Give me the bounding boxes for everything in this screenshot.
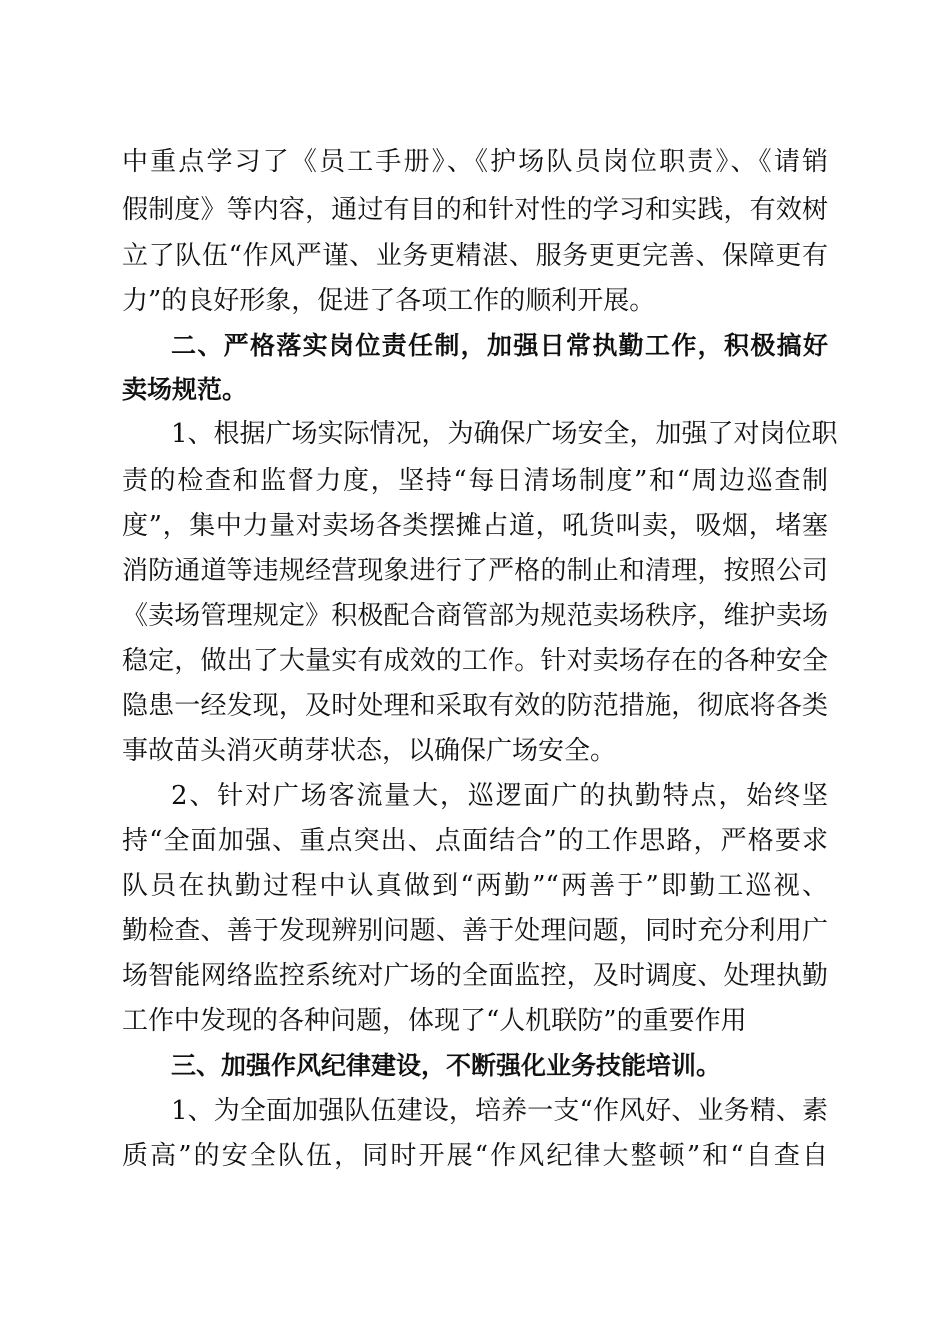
paragraph-line: 场智能网络监控系统对广场的全面监控，及时调度、处理执勤 — [122, 961, 828, 991]
paragraph-line: 中重点学习了《员工手册》、《护场队员岗位职责》、《请销 — [122, 147, 828, 177]
paragraph-line: 隐患一经发现，及时处理和采取有效的防范措施，彻底将各类 — [122, 691, 828, 721]
paragraph-line: 持“全面加强、重点突出、点面结合”的工作思路，严格要求 — [122, 826, 828, 856]
section-heading-3: 三、加强作风纪律建设，不断强化业务技能培训。 — [171, 1051, 722, 1080]
section-heading-2-cont: 卖场规范。 — [122, 375, 248, 404]
paragraph-line: 立了队伍“作风严谨、业务更精湛、服务更更完善、保障更有 — [122, 241, 828, 271]
paragraph-line: 稳定，做出了大量实有成效的工作。针对卖场存在的各种安全 — [122, 646, 828, 676]
paragraph-line: 勤检查、善于发现辨别问题、善于处理问题，同时充分利用广 — [122, 916, 828, 946]
paragraph-line: 责的检查和监督力度，坚持“每日清场制度”和“周边巡查制 — [122, 466, 828, 496]
section-heading-2: 二、严格落实岗位责任制，加强日常执勤工作，积极搞好 — [171, 331, 828, 360]
paragraph-line: 度”，集中力量对卖场各类摆摊占道，吼货叫卖，吸烟，堵塞 — [122, 511, 828, 541]
paragraph-line: 假制度》等内容，通过有目的和针对性的学习和实践，有效树 — [122, 195, 828, 225]
paragraph-line: 质高”的安全队伍，同时开展“作风纪律大整顿”和“自查自 — [122, 1141, 828, 1171]
paragraph-line: 力”的良好形象，促进了各项工作的顺利开展。 — [122, 286, 656, 316]
paragraph-line: 《卖场管理规定》积极配合商管部为规范卖场秩序，维护卖场 — [122, 601, 828, 631]
paragraph-line: 事故苗头消灭萌芽状态，以确保广场安全。 — [122, 736, 617, 766]
paragraph-line: 队员在执勤过程中认真做到“两勤”“两善于”即勤工巡视、 — [122, 871, 828, 901]
paragraph-line: 消防通道等违规经营现象进行了严格的制止和清理，按照公司 — [122, 556, 828, 586]
paragraph-line: 工作中发现的各种问题，体现了“人机联防”的重要作用 — [122, 1006, 747, 1036]
paragraph-line: 2、针对广场客流量大，巡逻面广的执勤特点，始终坚 — [171, 781, 828, 811]
paragraph-line: 1、根据广场实际情况，为确保广场安全，加强了对岗位职 — [171, 419, 838, 449]
paragraph-line: 1、为全面加强队伍建设，培养一支“作风好、业务精、素 — [171, 1096, 828, 1126]
